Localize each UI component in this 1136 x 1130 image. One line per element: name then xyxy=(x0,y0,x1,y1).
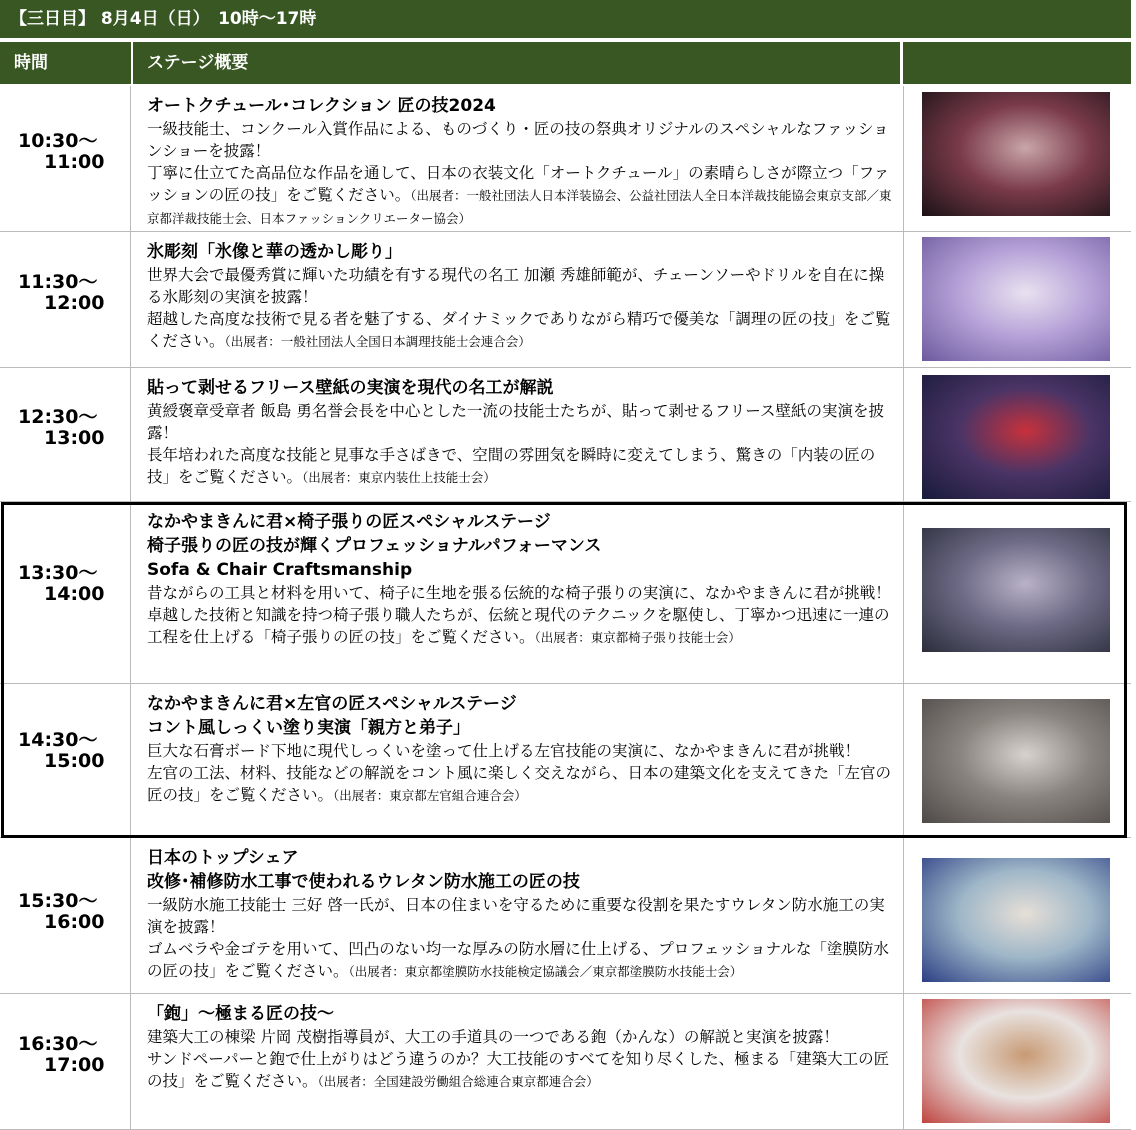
time-cell xyxy=(0,684,131,837)
stage-title: Sofa & Chair Craftsmanship xyxy=(147,560,413,580)
start-time: 11:30～ xyxy=(18,271,98,293)
time-cell xyxy=(0,86,131,231)
start-time: 16:30～ xyxy=(18,1033,98,1055)
stage-title: コント風しっくい塗り実演「親方と弟子」 xyxy=(147,718,470,738)
plastering-photo xyxy=(922,699,1110,823)
schedule-row xyxy=(0,994,1131,1130)
stage-title: 改修･補修防水工事で使われるウレタン防水施工の匠の技 xyxy=(147,872,580,892)
start-time: 13:30～ xyxy=(18,562,98,584)
schedule-row xyxy=(0,684,1131,838)
stage-title: 貼って剥せるフリース壁紙の実演を現代の名工が解説 xyxy=(147,378,554,398)
stage-title: なかやまきんに君×左官の匠スペシャルステージ xyxy=(147,694,517,714)
stage-description xyxy=(147,376,892,489)
stage-description xyxy=(147,692,892,807)
exhibitor-note: （出展者：全国建設労働組合総連合東京都連合会） xyxy=(317,1074,599,1089)
header-time: 時間 xyxy=(0,42,131,84)
header-summary: ステージ概要 xyxy=(133,42,900,84)
stage-description xyxy=(147,510,892,649)
schedule-row xyxy=(0,232,1131,368)
start-time: 12:30～ xyxy=(18,406,98,428)
photo-cell xyxy=(903,232,1131,367)
start-time: 10:30～ xyxy=(18,130,98,152)
stage-body: 世界大会で最優秀賞に輝いた功績を有する現代の名工 加瀬 秀雄師範が、チェーンソーやドリルを自在に操る氷彫刻の実演を披露！ 超越した高度な技術で見る者を魅了する、ダイナミックでありながら精巧で優美な「調理の匠の技」をご覧ください。（出展者：一般社団法人全国日本調理技能士会連合会） xyxy=(147,266,891,350)
photo-cell xyxy=(903,86,1131,231)
schedule-row xyxy=(0,368,1131,502)
schedule-row xyxy=(0,838,1131,994)
photo-cell xyxy=(903,684,1131,837)
end-time: 15:00 xyxy=(44,750,105,772)
exhibitor-note: （出展者：東京都左官組合連合会） xyxy=(333,788,527,803)
exhibitor-note: （出展者：東京内装仕上技能士会） xyxy=(302,470,496,485)
time-cell xyxy=(0,502,131,683)
start-time: 15:30～ xyxy=(18,890,98,912)
ice-sculpture-photo xyxy=(922,237,1110,361)
schedule-row xyxy=(0,502,1131,684)
stage-title: 椅子張りの匠の技が輝くプロフェッショナルパフォーマンス xyxy=(147,536,602,556)
stage-body: 建築大工の棟梁 片岡 茂樹指導員が、大工の手道具の一つである鉋（かんな）の解説と実演を披露！ サンドペーパーと鉋で仕上がりはどう違うのか？大工技能のすべてを知り尽くした、極まる「建築大工の匠の技」をご覧ください。（出展者：全国建設労働組合総連合東京都連合会） xyxy=(147,1028,890,1090)
stage-title: オートクチュール･コレクション 匠の技2024 xyxy=(147,96,496,116)
start-time: 14:30～ xyxy=(18,729,98,751)
stage-body: 昔ながらの工具と材料を用いて、椅子に生地を張る伝統的な椅子張りの実演に、なかやまきんに君が挑戦！ 卓越した技術と知識を持つ椅子張り職人たちが、伝統と現代のテクニックを駆使し、丁寧かつ迅速に一連の工程を仕上げる「椅子張りの匠の技」をご覧ください。（出展者：東京都椅子張り技能士会） xyxy=(147,584,891,646)
exhibitor-note: （出展者：東京都椅子張り技能士会） xyxy=(534,630,741,645)
stage-description xyxy=(147,94,892,230)
stage-title: 「鉋」～極まる匠の技～ xyxy=(147,1004,334,1024)
stage-description xyxy=(147,846,892,983)
waterproofing-photo xyxy=(922,858,1110,982)
time-cell xyxy=(0,838,131,993)
fashion-show-photo xyxy=(922,92,1110,216)
time-cell xyxy=(0,368,131,501)
stage-title: なかやまきんに君×椅子張りの匠スペシャルステージ xyxy=(147,512,551,532)
day-banner: 【三日目】 8月4日（日） 10時～17時 xyxy=(0,0,1131,38)
time-cell xyxy=(0,994,131,1129)
photo-cell xyxy=(903,838,1131,993)
stage-body: 一級防水施工技能士 三好 啓一氏が、日本の住まいを守るために重要な役割を果たすウレタン防水施工の実演を披露！ ゴムベラや金ゴテを用いて、凹凸のない均一な厚みの防水層に仕上げる、プロフェッショナルな「塗膜防水の匠の技」をご覧ください。（出展者：東京都塗膜防水技能検定協議会／東京都塗膜防水技能士会） xyxy=(147,896,889,980)
exhibitor-note: （出展者：一般社団法人日本洋装協会、公益社団法人全日本洋裁技能協会東京支部／東京都洋裁技能士会、日本ファッションクリエーター協会） xyxy=(147,188,892,226)
photo-cell xyxy=(903,994,1131,1129)
end-time: 16:00 xyxy=(44,911,105,933)
stage-title: 氷彫刻「氷像と華の透かし彫り」 xyxy=(147,242,402,262)
chair-upholstery-photo xyxy=(922,528,1110,652)
stage-body: 黄綬褒章受章者 飯島 勇名誉会長を中心とした一流の技能士たちが、貼って剥せるフリース壁紙の実演を披露！ 長年培われた高度な技能と見事な手さばきで、空間の雰囲気を瞬時に変えてしまう、驚きの「内装の匠の技」をご覧ください。（出展者：東京内装仕上技能士会） xyxy=(147,402,884,486)
time-cell xyxy=(0,232,131,367)
end-time: 13:00 xyxy=(44,427,105,449)
photo-cell xyxy=(903,502,1131,683)
schedule-row xyxy=(0,86,1131,232)
carpentry-plane-photo xyxy=(922,999,1110,1123)
stage-description xyxy=(147,240,892,353)
end-time: 12:00 xyxy=(44,292,105,314)
header-photo xyxy=(903,42,1131,84)
exhibitor-note: （出展者：一般社団法人全国日本調理技能士会連合会） xyxy=(224,334,531,349)
wallpaper-demo-photo xyxy=(922,375,1110,499)
exhibitor-note: （出展者：東京都塗膜防水技能検定協議会／東京都塗膜防水技能士会） xyxy=(348,964,743,979)
end-time: 17:00 xyxy=(44,1054,105,1076)
end-time: 14:00 xyxy=(44,583,105,605)
photo-cell xyxy=(903,368,1131,501)
stage-body: 巨大な石膏ボード下地に現代しっくいを塗って仕上げる左官技能の実演に、なかやまきんに君が挑戦！ 左官の工法、材料、技能などの解説をコント風に楽しく交えながら、日本の建築文化を支えてきた「左官の匠の技」をご覧ください。（出展者：東京都左官組合連合会） xyxy=(147,742,892,804)
stage-description xyxy=(147,1002,892,1093)
end-time: 11:00 xyxy=(44,151,105,173)
stage-body: 一級技能士、コンクール入賞作品による、ものづくり・匠の技の祭典オリジナルのスペシャルなファッションショーを披露！ 丁寧に仕立てた高品位な作品を通して、日本の衣装文化「オートクチュール」の素晴らしさが際立つ「ファッションの匠の技」をご覧ください。（出展者：一般社団法人日本洋装協会、公益社団法人全日本洋裁技能協会東京支部／東京都洋裁技能士会、日本ファッションクリエーター協会） xyxy=(147,120,892,226)
stage-title: 日本のトップシェア xyxy=(147,848,299,868)
